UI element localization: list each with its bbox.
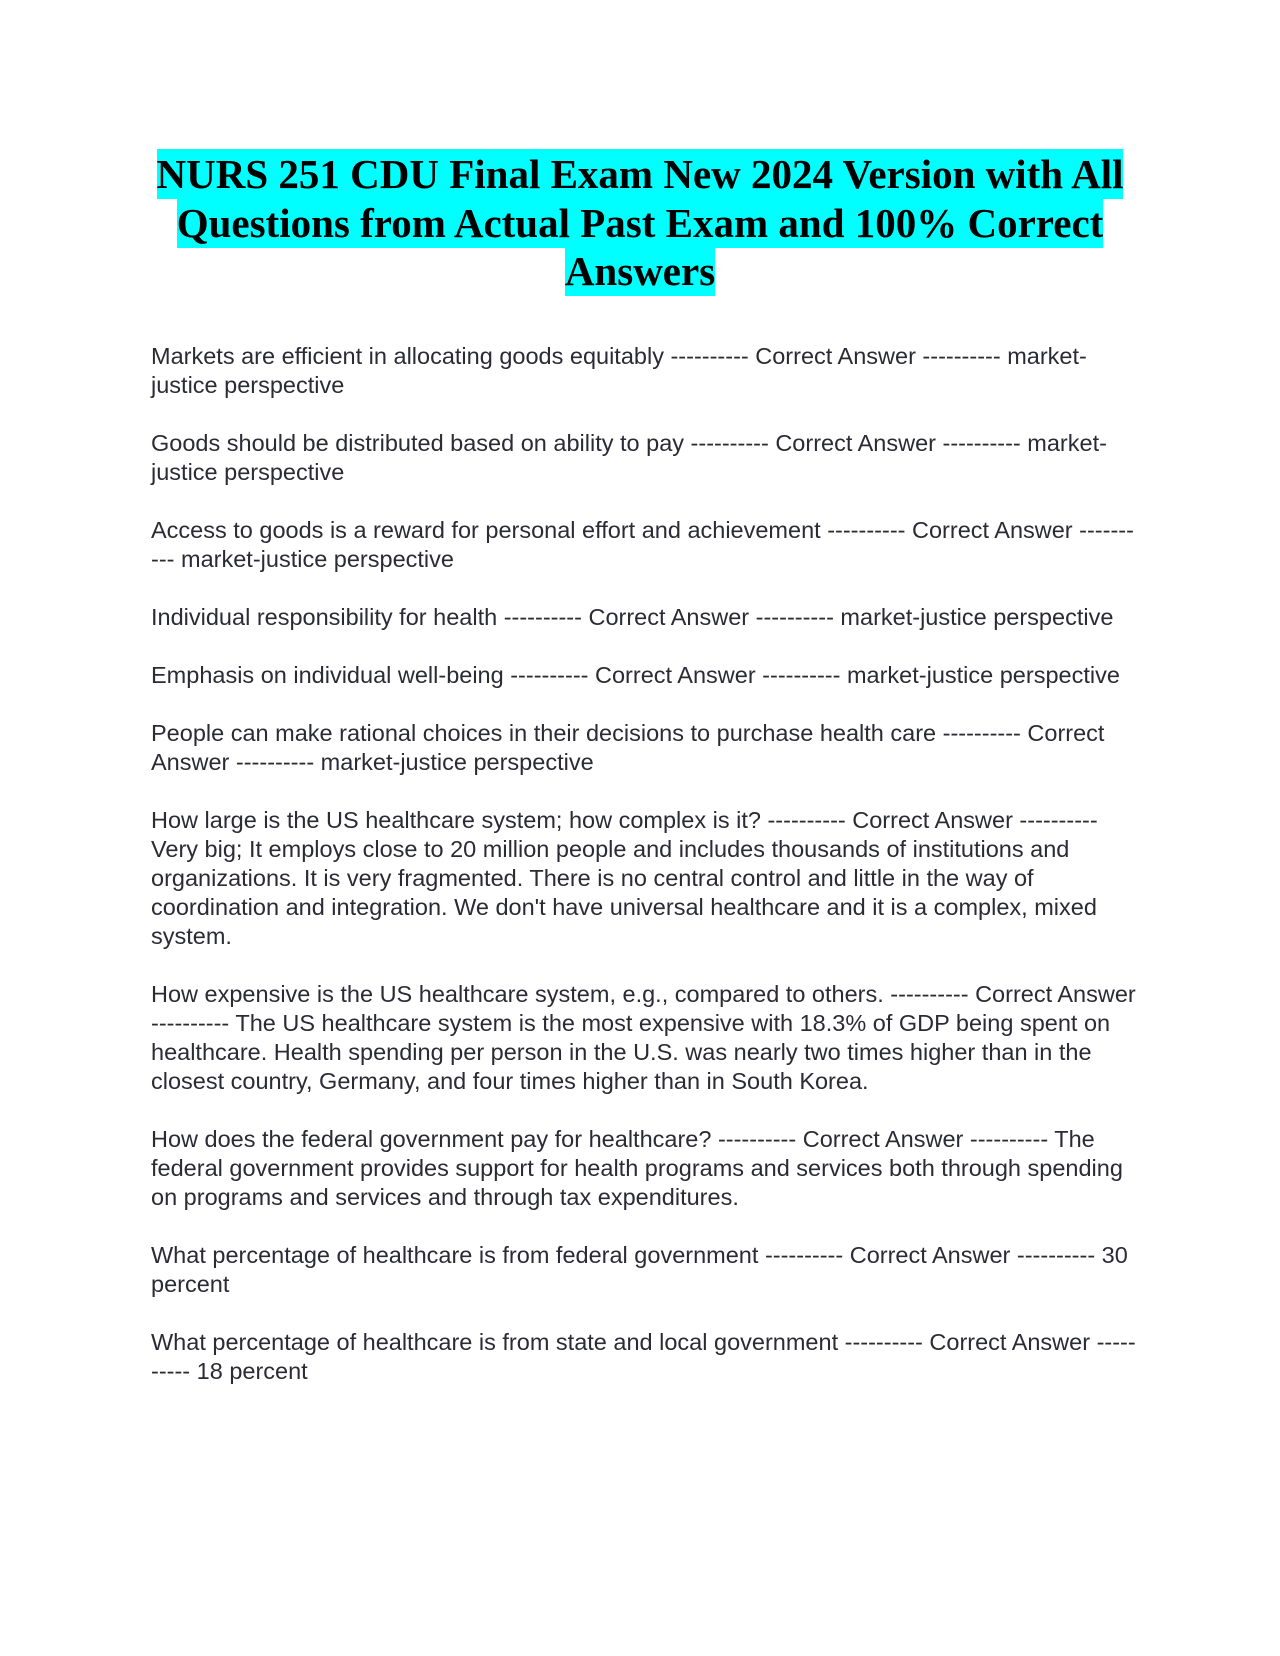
qa-list	[151, 342, 1136, 1415]
qa-item: How expensive is the US healthcare system, e.g., compared to others. ---------- Correct Answer ---------- The US healthcare system is the most expensive with 18.3% of GDP being spent on healthcare. Health spending per person in the U.S. was nearly two times higher than in the closest country, Germany, and four times higher than in South Korea.	[151, 981, 1136, 1094]
qa-item: Goods should be distributed based on ability to pay ---------- Correct Answer ---------- market-justice perspective	[151, 430, 1107, 485]
qa-item: People can make rational choices in their decisions to purchase health care ---------- Correct Answer ---------- market-justice perspective	[151, 720, 1105, 775]
qa-item: What percentage of healthcare is from state and local government ---------- Correct Answer ---------- 18 percent	[151, 1329, 1136, 1384]
qa-item: How does the federal government pay for healthcare? ---------- Correct Answer ---------- The federal government provides support for health programs and services both through spending on programs and services and through tax expenditures.	[151, 1126, 1123, 1210]
qa-item: Access to goods is a reward for personal effort and achievement ---------- Correct Answer ---------- market-justice perspective	[151, 517, 1134, 572]
qa-item: Individual responsibility for health ---------- Correct Answer ---------- market-justice perspective	[151, 604, 1114, 630]
qa-item: How large is the US healthcare system; how complex is it? ---------- Correct Answer ---------- Very big; It employs close to 20 million people and includes thousands of institutions and organizations. It is very fragmented. There is no central control and little in the way of coordination and integration. We don't have universal healthcare and it is a complex, mixed system.	[151, 807, 1098, 949]
qa-item: Markets are efficient in allocating goods equitably ---------- Correct Answer ---------- market-justice perspective	[151, 343, 1087, 398]
qa-item: Emphasis on individual well-being ---------- Correct Answer ---------- market-justice perspective	[151, 662, 1120, 688]
document-title	[120, 150, 1160, 296]
qa-item: What percentage of healthcare is from federal government ---------- Correct Answer ---------- 30 percent	[151, 1242, 1128, 1297]
title-text: NURS 251 CDU Final Exam New 2024 Version with All Questions from Actual Past Exam and 100% Correct Answers	[156, 151, 1124, 294]
